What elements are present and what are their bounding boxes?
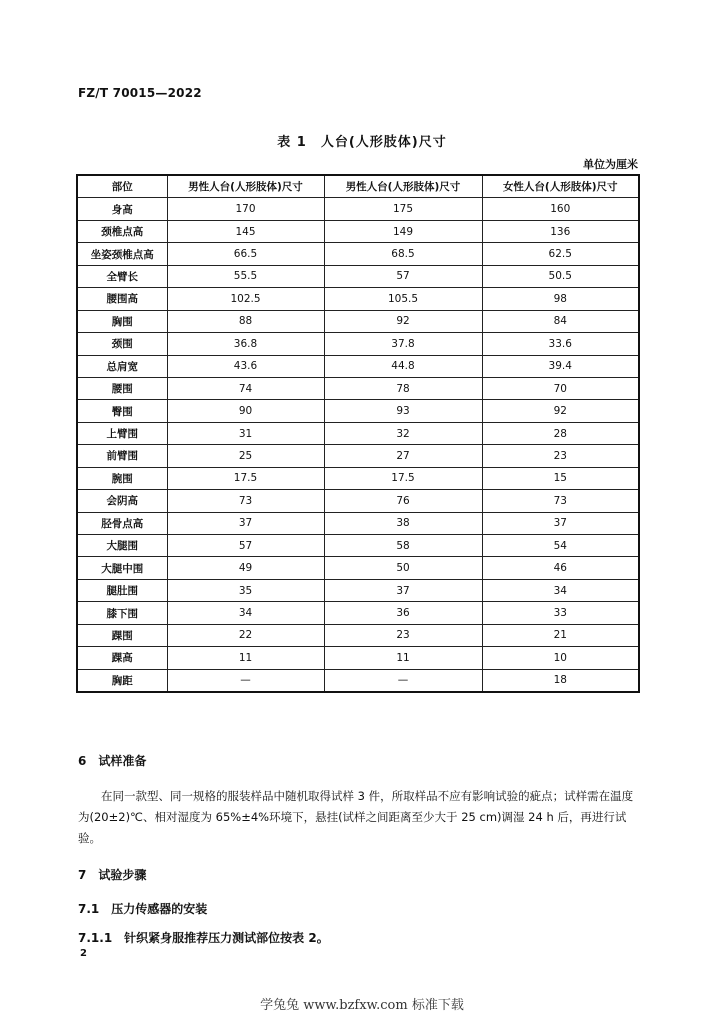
measurement-cell: — [167,669,324,692]
table-row [77,467,639,489]
measurement-cell: 37 [167,512,324,534]
measurement-cell: 37 [482,512,639,534]
body-part-cell: 臀围 [77,400,167,422]
measurement-cell: 37.8 [324,333,482,355]
body-part-cell: 大腿中围 [77,557,167,579]
section-7-1-heading: 7.1 压力传感器的安装 [78,902,208,916]
measurement-cell: 23 [482,445,639,467]
measurement-cell: 44.8 [324,355,482,377]
table-row [77,333,639,355]
measurement-cell: 90 [167,400,324,422]
measurement-cell: 33.6 [482,333,639,355]
measurement-cell: 175 [324,198,482,220]
body-part-cell: 踝围 [77,624,167,646]
section-7-heading: 7 试验步骤 [78,868,147,882]
table-header-row [77,175,639,198]
measurement-cell: 39.4 [482,355,639,377]
section-6-heading: 6 试样准备 [78,754,147,768]
measurement-cell: 160 [482,198,639,220]
body-part-cell: 颈围 [77,333,167,355]
measurement-cell: 54 [482,535,639,557]
measurement-cell: 31 [167,422,324,444]
table-row [77,265,639,287]
column-header: 部位 [77,175,167,198]
body-part-cell: 上臂围 [77,422,167,444]
body-part-cell: 踝高 [77,647,167,669]
body-part-cell: 总肩宽 [77,355,167,377]
column-header: 女性人台(人形肢体)尺寸 [482,175,639,198]
body-part-cell: 全臂长 [77,265,167,287]
measurement-cell: 11 [167,647,324,669]
measurement-cell: — [324,669,482,692]
table-row [77,647,639,669]
measurement-cell: 57 [167,535,324,557]
measurement-cell: 49 [167,557,324,579]
table-row [77,535,639,557]
measurement-cell: 36 [324,602,482,624]
measurement-cell: 88 [167,310,324,332]
table-row [77,512,639,534]
measurement-cell: 10 [482,647,639,669]
measurement-cell: 36.8 [167,333,324,355]
measurement-cell: 66.5 [167,243,324,265]
measurement-cell: 25 [167,445,324,467]
table-row [77,669,639,692]
body-part-cell: 颈椎点高 [77,220,167,242]
table-row [77,400,639,422]
measurement-cell: 50 [324,557,482,579]
measurement-cell: 105.5 [324,288,482,310]
body-part-cell: 胫骨点高 [77,512,167,534]
measurement-cell: 68.5 [324,243,482,265]
measurement-cell: 57 [324,265,482,287]
column-header: 男性人台(人形肢体)尺寸 [324,175,482,198]
measurement-cell: 70 [482,377,639,399]
table-row [77,198,639,220]
watermark: 学兔兔 www.bzfxw.com 标准下载 [260,998,464,1013]
table-title: 表 1 人台(人形肢体)尺寸 [277,135,447,150]
measurement-cell: 27 [324,445,482,467]
measurement-cell: 34 [482,579,639,601]
body-part-cell: 身高 [77,198,167,220]
column-header: 男性人台(人形肢体)尺寸 [167,175,324,198]
measurement-cell: 23 [324,624,482,646]
table-row [77,422,639,444]
measurement-cell: 46 [482,557,639,579]
body-part-cell: 腕围 [77,467,167,489]
measurement-cell: 149 [324,220,482,242]
table-row [77,624,639,646]
measurement-cell: 92 [324,310,482,332]
measurement-cell: 34 [167,602,324,624]
measurement-cell: 28 [482,422,639,444]
table-row [77,243,639,265]
table-row [77,557,639,579]
body-part-cell: 前臂围 [77,445,167,467]
measurement-cell: 84 [482,310,639,332]
measurement-cell: 18 [482,669,639,692]
body-part-cell: 腰围高 [77,288,167,310]
measurement-cell: 21 [482,624,639,646]
measurement-cell: 76 [324,490,482,512]
table-row [77,602,639,624]
measurement-cell: 74 [167,377,324,399]
section-6-paragraph: 在同一款型、同一规格的服装样品中随机取得试样 3 件，所取样品不应有影响试验的疵点；试样需在温度为(20±2)℃、相对湿度为 65%±4%环境下，悬挂(试样之间距离至少大于 25 cm)调湿 24 h 后，再进行试验。 [78,789,634,845]
body-part-cell: 膝下围 [77,602,167,624]
unit-note: 单位为厘米 [583,158,638,171]
table-row [77,490,639,512]
body-part-cell: 会阴高 [77,490,167,512]
section-7-1-1-text: 7.1.1 针织紧身服推荐压力测试部位按表 2。 [78,931,329,945]
table-row [77,355,639,377]
measurement-cell: 136 [482,220,639,242]
measurement-cell: 38 [324,512,482,534]
measurement-cell: 78 [324,377,482,399]
measurement-cell: 102.5 [167,288,324,310]
table-row [77,220,639,242]
table-row [77,310,639,332]
page-number: 2 [80,948,87,959]
body-part-cell: 坐姿颈椎点高 [77,243,167,265]
measurement-cell: 37 [324,579,482,601]
standard-code: FZ/T 70015—2022 [78,86,202,100]
measurement-cell: 32 [324,422,482,444]
measurement-cell: 62.5 [482,243,639,265]
measurement-cell: 15 [482,467,639,489]
table-row [77,377,639,399]
measurement-cell: 35 [167,579,324,601]
measurement-cell: 50.5 [482,265,639,287]
measurement-cell: 73 [167,490,324,512]
dimension-table [76,174,640,693]
table-row [77,579,639,601]
table-row [77,445,639,467]
measurement-cell: 58 [324,535,482,557]
measurement-cell: 145 [167,220,324,242]
body-part-cell: 腰围 [77,377,167,399]
measurement-cell: 17.5 [324,467,482,489]
measurement-cell: 98 [482,288,639,310]
measurement-cell: 55.5 [167,265,324,287]
measurement-cell: 92 [482,400,639,422]
measurement-cell: 33 [482,602,639,624]
measurement-cell: 22 [167,624,324,646]
body-part-cell: 腿肚围 [77,579,167,601]
measurement-cell: 170 [167,198,324,220]
measurement-cell: 17.5 [167,467,324,489]
measurement-cell: 73 [482,490,639,512]
body-part-cell: 大腿围 [77,535,167,557]
measurement-cell: 93 [324,400,482,422]
body-part-cell: 胸围 [77,310,167,332]
table-body [77,198,639,692]
table-row [77,288,639,310]
body-part-cell: 胸距 [77,669,167,692]
measurement-cell: 43.6 [167,355,324,377]
measurement-cell: 11 [324,647,482,669]
